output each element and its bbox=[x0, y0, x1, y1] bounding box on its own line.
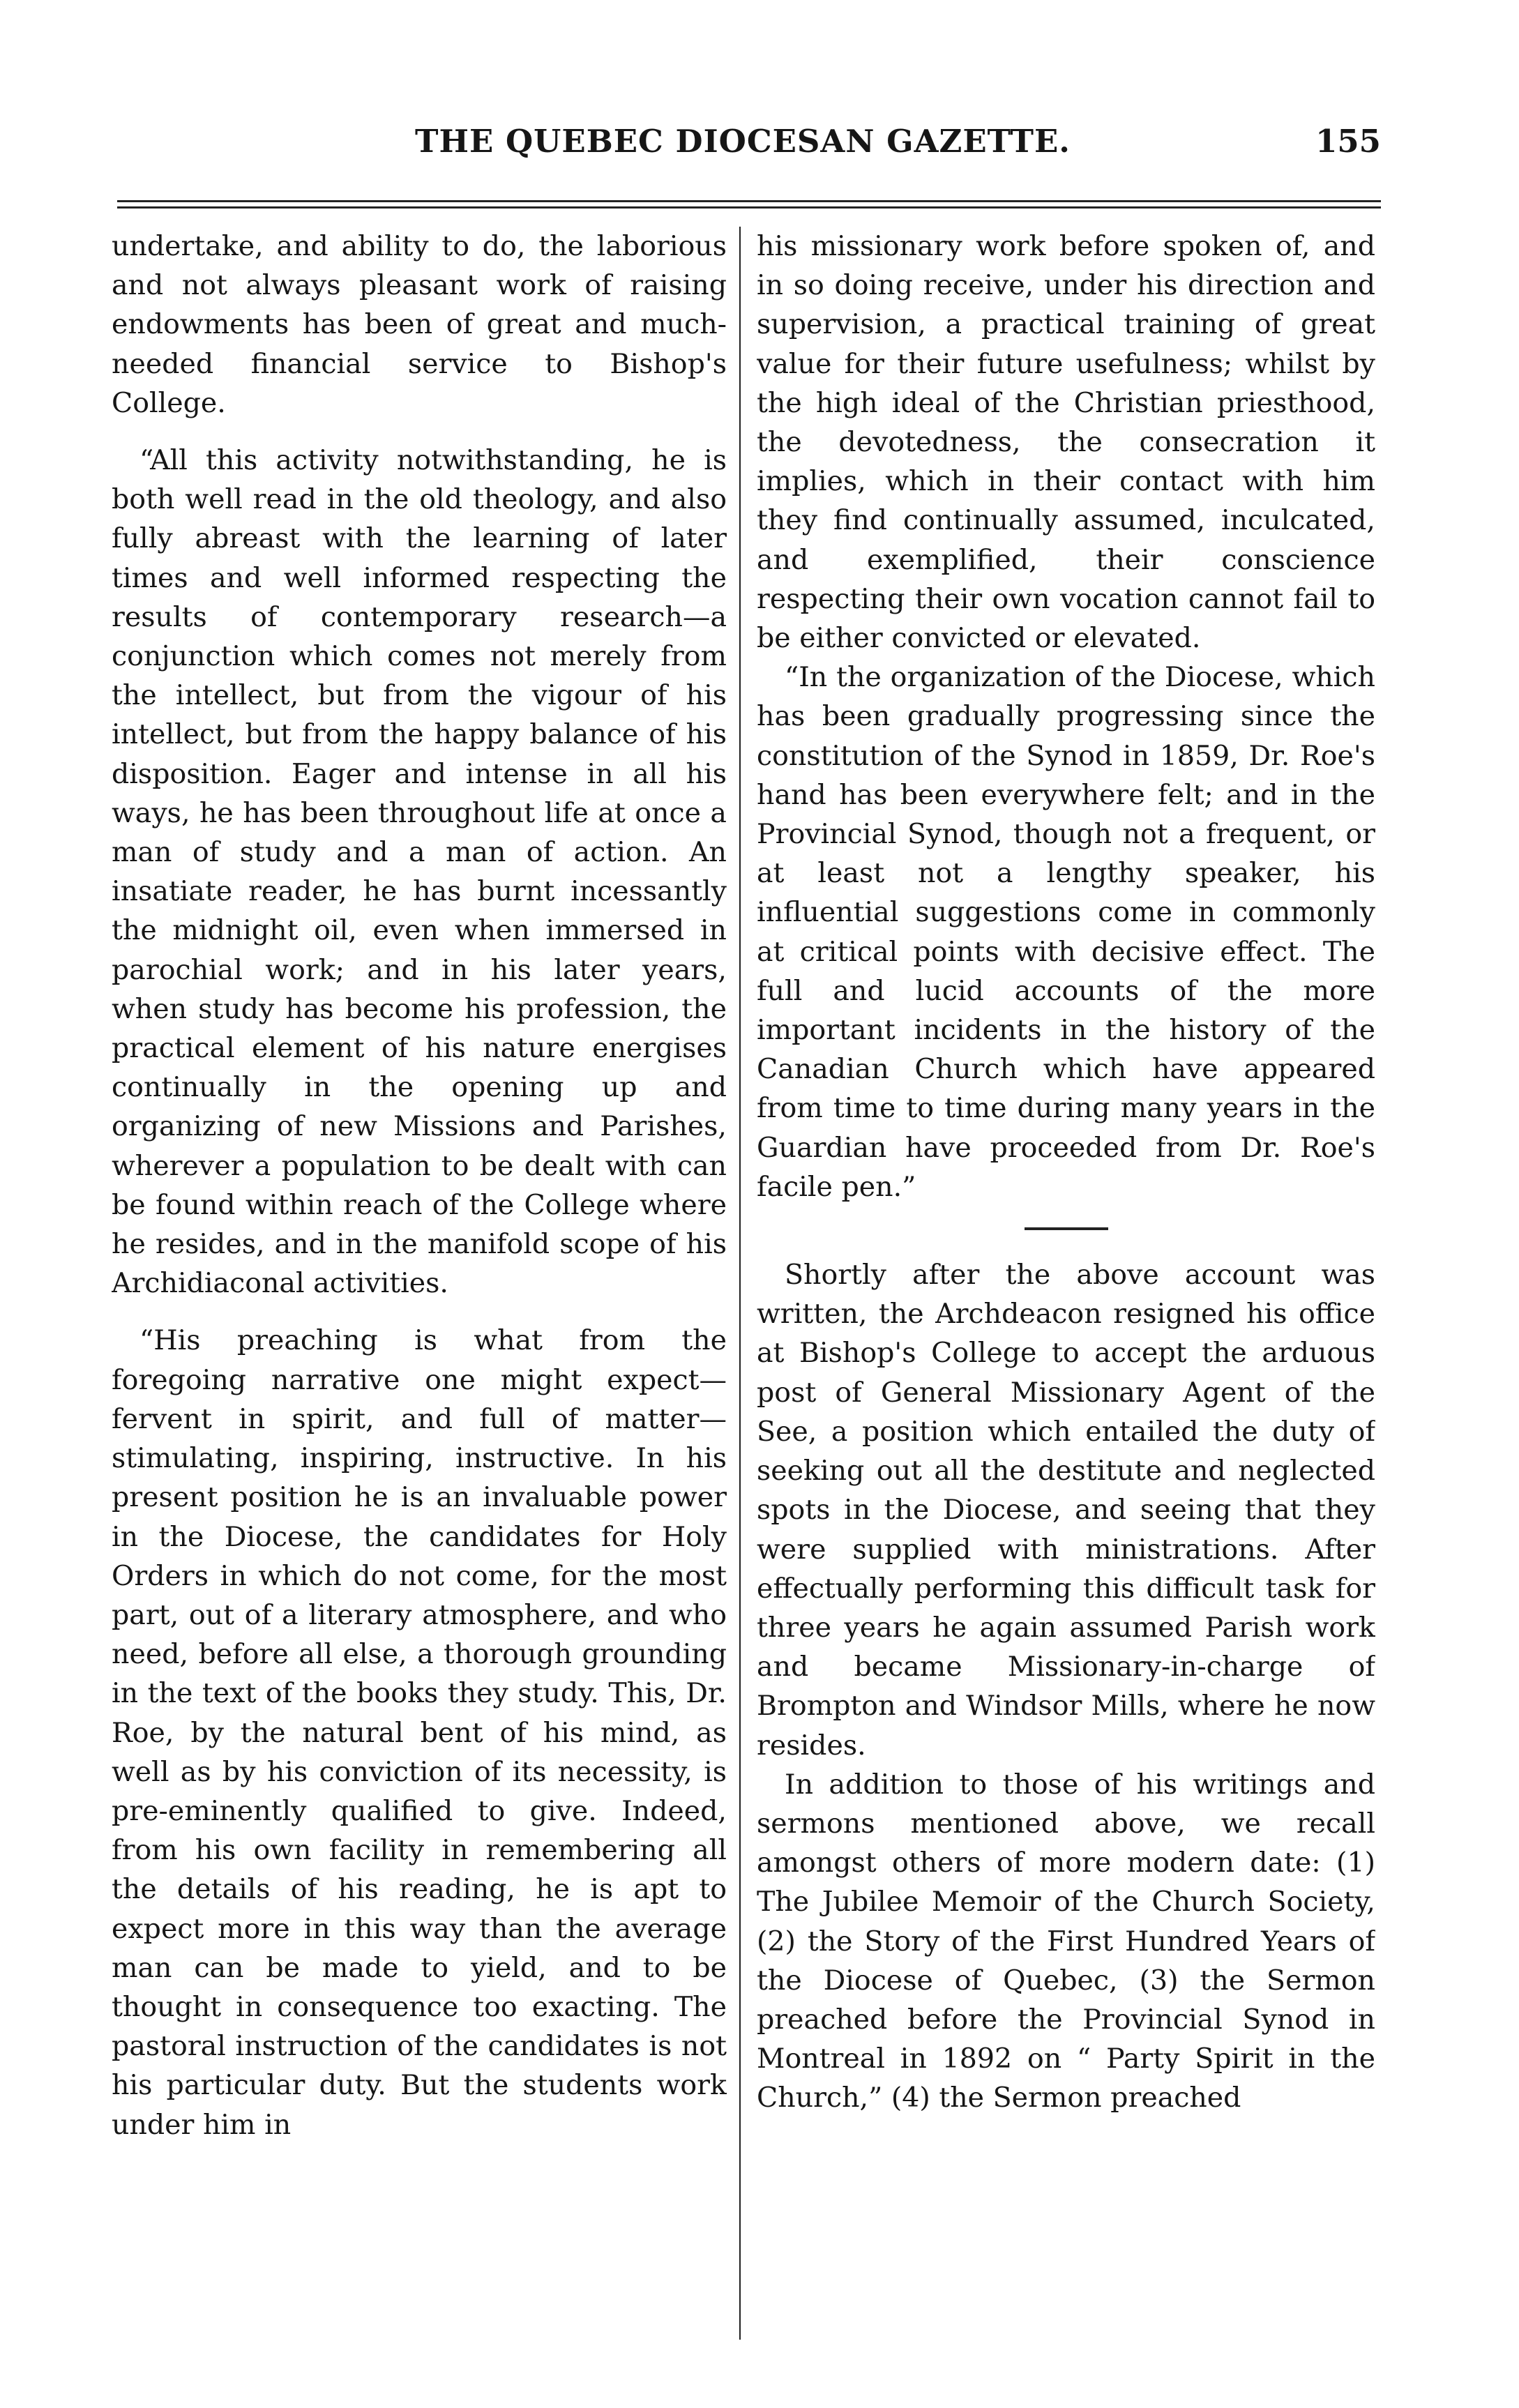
left-column bbox=[112, 227, 727, 2340]
page-header bbox=[105, 123, 1381, 172]
left-paragraph-1: undertake, and ability to do, the laborious and not always pleasant work of raising endowments has been of great and much-needed financial service to Bishop's College. bbox=[112, 230, 727, 419]
right-paragraph-2: “In the organization of the Diocese, which has been gradually progressing since the constitution of the Synod in 1859, Dr. Roe's hand has been everywhere felt; and in the Provincial Synod, though not a frequent, or at least not a lengthy speaker, his influential suggestions come in commonly at critical points with decisive effect. The full and lucid accounts of the more important incidents in the history of the Canadian Church which have appeared from time to time during many years in the Guardian have proceeded from Dr. Roe's facile pen.” bbox=[757, 661, 1375, 1203]
header-rule bbox=[117, 200, 1381, 209]
right-paragraph-1: his missionary work before spoken of, and in so doing receive, under his direction and supervision, a practical training of great value for their future usefulness; whilst by the high ideal of the Christian priesthood, the devotedness, the consecration it implies, which in their contact with him they find continually assumed, inculcated, and exemplified, their conscience respecting their own vocation cannot fail to be either convicted or elevated. bbox=[757, 230, 1375, 655]
left-paragraph-3: “His preaching is what from the foregoing narrative one might expect—fervent in spirit, and full of matter—stimulating, inspiring, instructive. In his present position he is an invaluable power in the Diocese, the candidates for Holy Orders in which do not come, for the most part, out of a literary atmosphere, and who need, before all else, a thorough grounding in the text of the books they study. This, Dr. Roe, by the natural bent of his mind, as well as by his conviction of its necessity, is pre-eminently qualified to give. Indeed, from his own facility in remembering all the details of his reading, he is apt to expect more in this way than the average man can be made to yield, and to be thought in consequence too exacting. The pastoral instruction of the candidates is not his particular duty. But the students work under him in bbox=[112, 1324, 727, 2141]
left-paragraph-2: “All this activity notwithstanding, he is both well read in the old theology, and also fully abreast with the learning of later times and well informed respecting the results of contemporary research—a conjunction which comes not merely from the intellect, but from the vigour of his intellect, but from the happy balance of his disposition. Eager and intense in all his ways, he has been throughout life at once a man of study and a man of action. An insatiate reader, he has burnt incessantly the midnight oil, even when immersed in parochial work; and in his later years, when study has become his profession, the practical element of his nature energises continually in the opening up and organizing of new Missions and Parishes, wherever a population to be dealt with can be found within reach of the College where he resides, and in the manifold scope of his Archidiaconal activities. bbox=[112, 444, 727, 1300]
right-paragraph-4: In addition to those of his writings and sermons mentioned above, we recall amongst others of more modern date: (1) The Jubilee Memoir of the Church Society, (2) the Story of the First Hundred Years of the Diocese of Quebec, (3) the Sermon preached before the Provincial Synod in Montreal in 1892 on “ Party Spirit in the Church,” (4) the Sermon preached bbox=[757, 1768, 1375, 2114]
page-number: 155 bbox=[1315, 123, 1381, 160]
column-divider bbox=[739, 227, 741, 2340]
section-divider bbox=[1025, 1227, 1108, 1230]
right-paragraph-3: Shortly after the above account was written, the Archdeacon resigned his office at Bishop's College to accept the arduous post of General Missionary Agent of the See, a position which entailed the duty of seeking out all the destitute and neglected spots in the Diocese, and seeing that they were supplied with ministrations. After effectually performing this difficult task for three years he again assumed Parish work and became Missionary-in-charge of Brompton and Windsor Mills, where he now resides. bbox=[757, 1259, 1375, 1762]
running-title: THE QUEBEC DIOCESAN GAZETTE. bbox=[415, 123, 1071, 160]
right-column bbox=[757, 227, 1375, 2340]
